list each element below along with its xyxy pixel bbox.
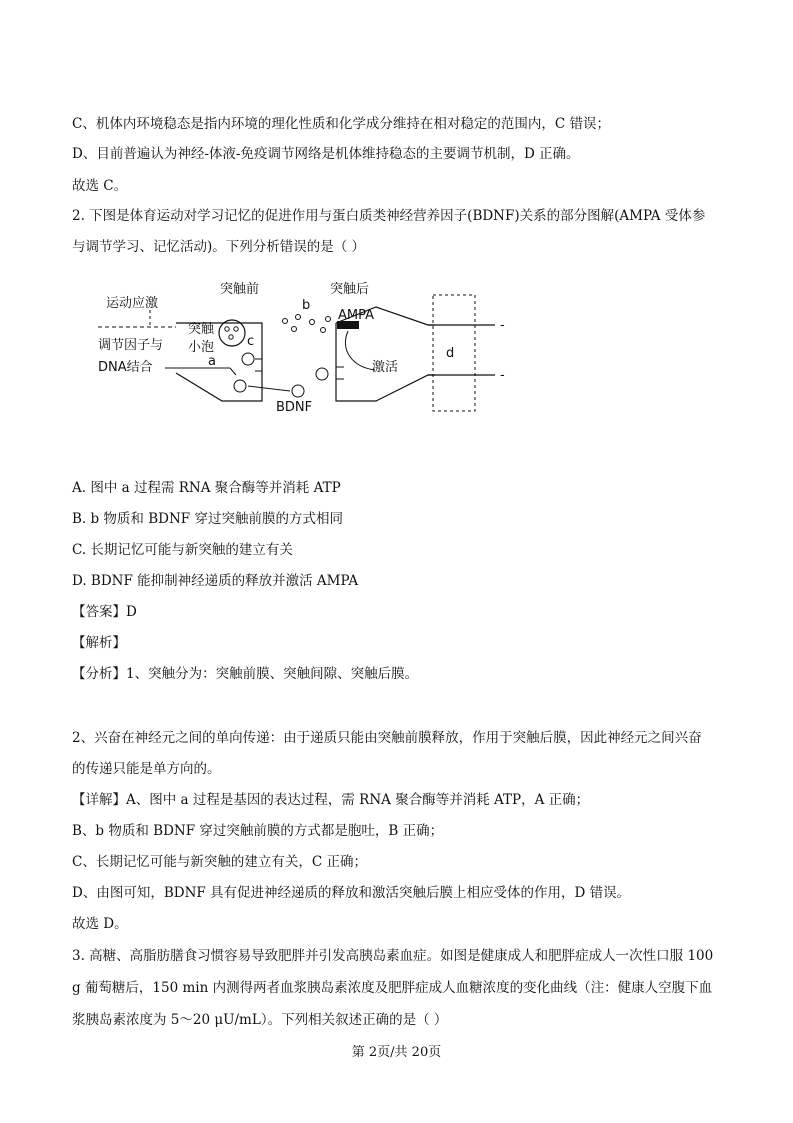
option-b: B. b 物质和 BDNF 穿过突触前膜的方式相同 xyxy=(72,511,343,527)
question-2-stem: 与调节学习、记忆活动)。下列分析错误的是（ ） xyxy=(72,239,366,255)
question-3-stem: g 葡萄糖后，150 min 内测得两者血浆胰岛素浓度及肥胖症成人血糖浓度的变化曲线（注：健康人空腹下血 xyxy=(72,980,713,996)
option-d: D. BDNF 能抑制神经递质的释放并激活 AMPA xyxy=(72,573,359,589)
label-a: a xyxy=(208,354,216,369)
terminal-mark-2: - xyxy=(500,368,505,383)
question-2-stem: 2. 下图是体育运动对学习记忆的促进作用与蛋白质类神经营养因子(BDNF)关系的部分图解(AMPA 受体参 xyxy=(72,208,706,224)
terminal-mark-1: - xyxy=(500,318,505,333)
question-3-stem: 浆胰岛素浓度为 5～20 μU/mL）。下列相关叙述正确的是（ ） xyxy=(72,1012,448,1028)
label-b: b xyxy=(302,298,311,313)
label-vesicle-1: 突触 xyxy=(188,322,215,337)
detail-text: B、b 物质和 BDNF 穿过突触前膜的方式都是胞吐，B 正确； xyxy=(72,823,444,839)
detail-text: C、长期记忆可能与新突触的建立有关，C 正确； xyxy=(72,854,367,870)
analysis-heading: 【解析】 xyxy=(72,635,126,651)
answer: 【答案】D xyxy=(72,604,137,620)
detail-text: 【详解】A、图中 a 过程是基因的表达过程，需 RNA 聚合酶等并消耗 ATP，A 正确； xyxy=(72,792,590,808)
label-ampa: AMPA xyxy=(338,308,375,323)
option-c: C. 长期记忆可能与新突触的建立有关 xyxy=(72,542,293,558)
synapse-diagram xyxy=(90,275,530,425)
label-c: c xyxy=(247,334,255,349)
text-line: D、目前普遍认为神经-体液-免疫调节网络是机体维持稳态的主要调节机制，D 正确。 xyxy=(72,146,580,162)
question-3-stem: 3. 高糖、高脂肪膳食习惯容易导致肥胖并引发高胰岛素血症。如图是健康成人和肥胖症成人一次性口服 100 xyxy=(72,948,714,964)
label-presynaptic: 突触前 xyxy=(220,282,260,297)
label-postsynaptic: 突触后 xyxy=(330,282,370,297)
detail-text: 故选 D。 xyxy=(72,916,128,932)
label-vesicle-2: 小泡 xyxy=(188,340,215,355)
page-footer: 第 2页/共 20页 xyxy=(351,1045,442,1060)
label-bdnf: BDNF xyxy=(276,400,313,415)
text-line: 故选 C。 xyxy=(72,178,128,194)
analysis-text: 【分析】1、突触分为：突触前膜、突触间隙、突触后膜。 xyxy=(72,666,419,682)
label-factor-1: 调节因子与 xyxy=(98,338,164,353)
analysis-text: 2、兴奋在神经元之间的单向传递：由于递质只能由突触前膜释放，作用于突触后膜，因此神经元之间兴奋 xyxy=(72,730,702,746)
option-a: A. 图中 a 过程需 RNA 聚合酶等并消耗 ATP xyxy=(72,480,341,496)
label-factor-2: DNA结合 xyxy=(98,360,153,375)
label-exercise: 运动应激 xyxy=(106,296,159,311)
detail-text: D、由图可知，BDNF 具有促进神经递质的释放和激活突触后膜上相应受体的作用，D 错误。 xyxy=(72,885,631,901)
text-line: C、机体内环境稳态是指内环境的理化性质和化学成分维持在相对稳定的范围内，C 错误； xyxy=(72,116,610,132)
analysis-text: 的传递只能是单方向的。 xyxy=(72,761,221,777)
label-activate: 激活 xyxy=(372,360,399,375)
label-d: d xyxy=(446,346,455,361)
